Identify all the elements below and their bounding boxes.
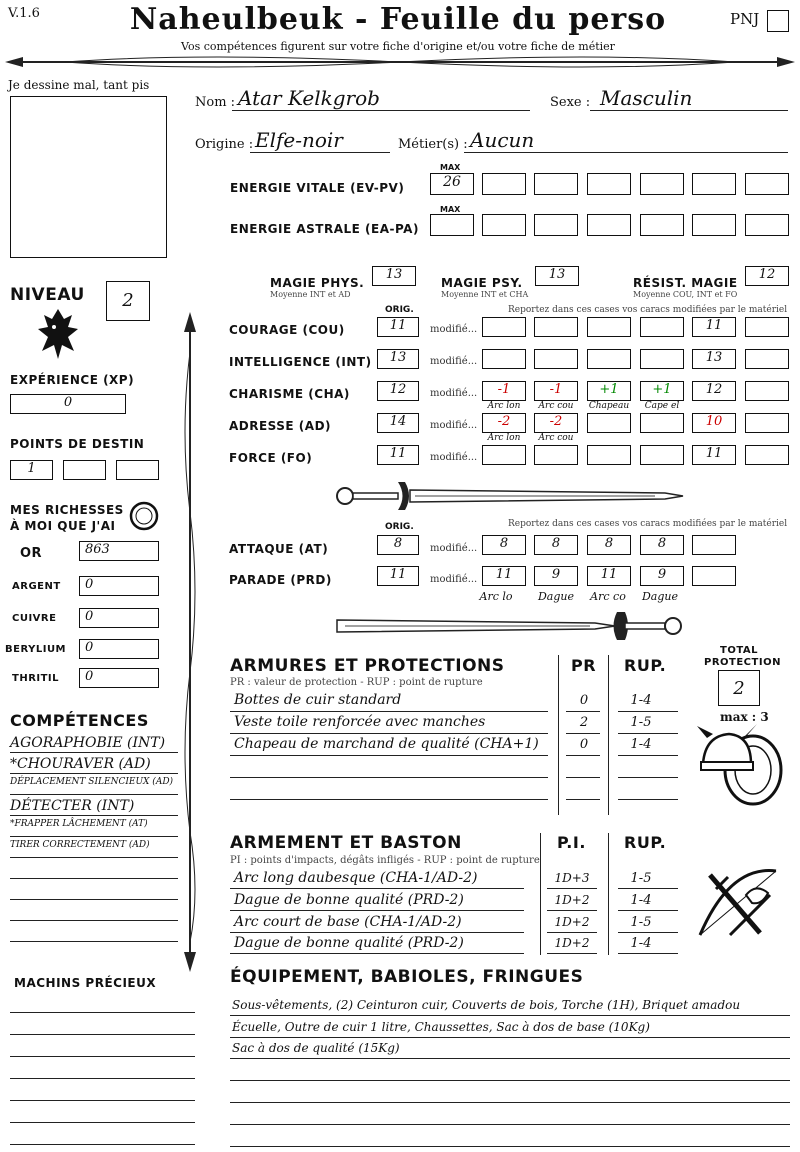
ev-box[interactable] (692, 173, 736, 195)
carac-mod-box[interactable] (482, 445, 526, 465)
arme-rup-line[interactable] (618, 910, 678, 911)
combat-weapon-note: Arc co (590, 590, 626, 603)
origine-label: Origine : (195, 137, 254, 152)
arme-line[interactable] (230, 953, 524, 954)
carac-orig-value: 14 (389, 414, 407, 429)
richesses-label-2: À MOI QUE J'AI (10, 519, 116, 533)
sexe-label: Sexe : (550, 95, 591, 110)
pnj-checkbox[interactable] (767, 10, 789, 32)
caracs-report-note: Reportez dans ces cases vos caracs modifiées par le matériel (508, 305, 788, 315)
equipement-text: Écuelle, Outre de cuir 1 litre, Chaussettes, Sac à dos de base (10Kg) (232, 1020, 650, 1034)
carac-mod-note: Arc cou (538, 433, 574, 443)
carac-mod-value: 11 (705, 446, 723, 461)
dragon-icon (32, 305, 84, 363)
origine-value[interactable]: Elfe-noir (255, 128, 343, 152)
money-value: 0 (85, 577, 94, 592)
portrait-box[interactable] (10, 96, 167, 258)
money-value: 863 (85, 542, 110, 557)
money-label: ARGENT (12, 581, 61, 592)
competence-line[interactable] (10, 878, 178, 879)
armement-title: ARMEMENT ET BASTON (230, 833, 462, 853)
coin-icon (128, 500, 160, 532)
carac-mod-box[interactable] (745, 381, 789, 401)
magie-psy-value: 13 (548, 267, 566, 282)
armure-pr-line[interactable] (566, 755, 600, 756)
ea-box[interactable] (745, 214, 789, 236)
competence-line[interactable] (10, 899, 178, 900)
carac-mod-value: -1 (497, 382, 511, 397)
equipement-line[interactable] (230, 1037, 790, 1038)
niveau-label: NIVEAU (10, 285, 85, 305)
carac-mod-value: +1 (652, 382, 672, 397)
carac-mod-value: -2 (497, 414, 511, 429)
armures-col-rup: RUP. (624, 656, 667, 675)
arme-pi: 1D+2 (554, 893, 590, 907)
magie-psy-note: Moyenne INT et CHA (441, 290, 529, 299)
carac-mod-box[interactable] (587, 349, 631, 369)
ea-box[interactable] (692, 214, 736, 236)
arme-name: Dague de bonne qualité (PRD-2) (234, 935, 464, 951)
armure-rup: 1-4 (630, 737, 652, 752)
nom-label: Nom : (195, 95, 236, 110)
caracs-orig-header: ORIG. (385, 305, 414, 315)
machins-line[interactable] (10, 1012, 195, 1013)
combat-modifie-label: modifié... (430, 574, 478, 585)
arme-rup-line[interactable] (618, 888, 678, 889)
carac-modifie-label: modifié... (430, 324, 478, 335)
carac-orig-value: 12 (389, 382, 407, 397)
ev-value: 26 (443, 174, 461, 190)
armure-line[interactable] (230, 799, 548, 800)
competence-line[interactable] (10, 941, 178, 942)
competence-text: *FRAPPER LÂCHEMENT (AT) (10, 819, 148, 829)
equipement-line[interactable] (230, 1146, 790, 1147)
armure-rup: 1-4 (630, 693, 652, 708)
machins-line[interactable] (10, 1034, 195, 1035)
combat-orig-header: ORIG. (385, 522, 414, 532)
carac-modifie-label: modifié... (430, 388, 478, 399)
magie-phys-label: MAGIE PHYS. (270, 276, 365, 290)
armure-pr-line[interactable] (566, 711, 600, 712)
carac-orig-value: 11 (389, 318, 407, 333)
carac-mod-value: 13 (705, 350, 723, 365)
combat-modifie-label: modifié... (430, 543, 478, 554)
competence-line[interactable] (10, 773, 178, 774)
equipement-line[interactable] (230, 1102, 790, 1103)
magie-phys-value: 13 (385, 267, 403, 282)
machins-line[interactable] (10, 1122, 195, 1123)
carac-mod-box[interactable] (640, 349, 684, 369)
total-protection-label-1: TOTAL (720, 645, 758, 656)
carac-mod-note: Chapeau (588, 401, 630, 411)
sword-icon (335, 608, 685, 644)
combat-mod-value: 9 (551, 567, 561, 582)
armure-pr: 0 (579, 737, 589, 752)
competence-line[interactable] (10, 815, 178, 816)
total-protection-value: 2 (733, 678, 745, 699)
ev-label: ENERGIE VITALE (EV-PV) (230, 181, 405, 195)
ea-box[interactable] (482, 214, 526, 236)
armure-line[interactable] (230, 777, 548, 778)
carac-mod-box[interactable] (534, 349, 578, 369)
armures-title: ARMURES ET PROTECTIONS (230, 656, 505, 676)
magie-phys-note: Moyenne INT et AD (270, 290, 351, 299)
armure-name: Bottes de cuir standard (234, 692, 402, 708)
armure-name: Veste toile renforcée avec manches (234, 714, 486, 730)
arme-name: Arc long daubesque (CHA-1/AD-2) (234, 870, 478, 886)
combat-mod-box[interactable] (692, 566, 736, 586)
weapons-icon (690, 855, 782, 945)
combat-mod-box[interactable] (692, 535, 736, 555)
ev-box[interactable] (745, 173, 789, 195)
carac-modifie-label: modifié... (430, 452, 478, 463)
arme-line[interactable] (230, 888, 524, 889)
combat-report-note: Reportez dans ces cases vos caracs modifiées par le matériel (508, 519, 788, 529)
arme-rup: 1-5 (630, 871, 652, 886)
sexe-value[interactable]: Masculin (600, 86, 693, 110)
resist-magie-label: RÉSIST. MAGIE (633, 276, 738, 290)
competence-line[interactable] (10, 794, 178, 795)
ea-box[interactable] (534, 214, 578, 236)
carac-mod-value: 11 (705, 318, 723, 333)
money-label: BERYLIUM (5, 644, 67, 655)
carac-mod-box[interactable] (640, 413, 684, 433)
armure-line[interactable] (230, 711, 548, 712)
helmet-shield-icon (695, 724, 785, 810)
carac-mod-box[interactable] (587, 317, 631, 337)
arme-line[interactable] (230, 932, 524, 933)
combat-mod-value: 11 (495, 567, 513, 582)
arme-pi: 1D+2 (554, 915, 590, 929)
metier-label: Métier(s) : (398, 137, 468, 152)
spear-icon (180, 312, 200, 972)
arme-line[interactable] (230, 910, 524, 911)
destin-label: POINTS DE DESTIN (10, 437, 145, 451)
combat-mod-value: 9 (657, 567, 667, 582)
carac-mod-note: Arc lon (487, 433, 521, 443)
armure-line[interactable] (230, 733, 548, 734)
resist-magie-note: Moyenne COU, INT et FO (633, 290, 738, 299)
carac-mod-box[interactable] (745, 413, 789, 433)
carac-mod-box[interactable] (482, 317, 526, 337)
arme-rup: 1-4 (630, 893, 652, 908)
destin-box-2[interactable] (63, 460, 106, 480)
arme-rup: 1-4 (630, 936, 652, 951)
armure-rup-line[interactable] (618, 799, 678, 800)
armure-rup-line[interactable] (618, 777, 678, 778)
armure-pr-line[interactable] (566, 777, 600, 778)
combat-label: PARADE (PRD) (229, 573, 332, 587)
arme-rup: 1-5 (630, 915, 652, 930)
carac-mod-box[interactable] (482, 349, 526, 369)
niveau-value: 2 (122, 290, 134, 311)
xp-value: 0 (63, 395, 73, 410)
carac-orig-value: 11 (389, 446, 407, 461)
combat-mod-value: 8 (499, 536, 509, 551)
equipement-line[interactable] (230, 1080, 790, 1081)
combat-orig-value: 11 (389, 567, 407, 582)
ea-box[interactable] (587, 214, 631, 236)
arme-name: Dague de bonne qualité (PRD-2) (234, 892, 464, 908)
carac-modifie-label: modifié... (430, 420, 478, 431)
carac-mod-box[interactable] (534, 317, 578, 337)
carac-mod-box[interactable] (745, 349, 789, 369)
equipement-line[interactable] (230, 1058, 790, 1059)
equipement-title: ÉQUIPEMENT, BABIOLES, FRINGUES (230, 967, 584, 987)
total-protection-max: max : 3 (720, 710, 769, 724)
combat-mod-value: 8 (657, 536, 667, 551)
ea-label: ENERGIE ASTRALE (EA-PA) (230, 222, 419, 236)
combat-mod-value: 8 (551, 536, 561, 551)
richesses-label-1: MES RICHESSES (10, 503, 124, 517)
combat-label: ATTAQUE (AT) (229, 542, 329, 556)
carac-mod-value: -2 (549, 414, 563, 429)
pnj-label: PNJ (730, 10, 760, 28)
money-value: 0 (85, 640, 94, 655)
carac-label: ADRESSE (AD) (229, 419, 332, 433)
ev-box[interactable] (587, 173, 631, 195)
arme-name: Arc court de base (CHA-1/AD-2) (234, 914, 462, 930)
header-spear-icon (5, 52, 795, 72)
competence-text: DÉTECTER (INT) (10, 798, 135, 814)
arme-pi: 1D+2 (554, 936, 590, 950)
combat-weapon-note: Dague (537, 590, 574, 603)
carac-mod-value: +1 (599, 382, 619, 397)
combat-weapon-note: Dague (641, 590, 678, 603)
armure-pr-line[interactable] (566, 799, 600, 800)
equipement-line[interactable] (230, 1124, 790, 1125)
carac-mod-value: -1 (549, 382, 563, 397)
arme-pi-line[interactable] (547, 932, 597, 933)
ea-box[interactable] (640, 214, 684, 236)
armures-note: PR : valeur de protection - RUP : point de rupture (230, 677, 483, 688)
carac-label: FORCE (FO) (229, 451, 313, 465)
combat-orig-value: 8 (393, 536, 403, 551)
equipement-line[interactable] (230, 1015, 790, 1016)
destin-value-1: 1 (27, 461, 36, 476)
money-label: OR (20, 546, 43, 561)
sheet-subtitle: Vos compétences figurent sur votre fiche d'origine et/ou votre fiche de métier (181, 40, 615, 53)
arme-pi-line[interactable] (547, 910, 597, 911)
armure-line[interactable] (230, 755, 548, 756)
carac-mod-box[interactable] (587, 445, 631, 465)
carac-label: CHARISME (CHA) (229, 387, 350, 401)
armure-pr-line[interactable] (566, 733, 600, 734)
armement-col-pi: P.I. (557, 833, 586, 852)
carac-modifie-label: modifié... (430, 356, 478, 367)
carac-mod-box[interactable] (534, 445, 578, 465)
competence-line[interactable] (10, 752, 178, 753)
money-label: THRITIL (12, 673, 60, 684)
armure-pr: 2 (579, 715, 589, 730)
carac-orig-value: 13 (389, 350, 407, 365)
carac-mod-box[interactable] (640, 317, 684, 337)
resist-magie-value: 12 (758, 267, 776, 282)
competence-text: DÉPLACEMENT SILENCIEUX (AD) (10, 777, 174, 787)
sword-icon (335, 478, 685, 514)
carac-mod-note: Arc lon (487, 401, 521, 411)
armement-col-rup: RUP. (624, 833, 667, 852)
competence-text: *CHOURAVER (AD) (10, 756, 151, 772)
ev-box[interactable] (534, 173, 578, 195)
armure-rup-line[interactable] (618, 755, 678, 756)
sheet-title: Naheulbeuk - Feuille du perso (129, 2, 667, 37)
nom-value[interactable]: Atar Kelkgrob (238, 86, 380, 110)
xp-label: EXPÉRIENCE (XP) (10, 373, 135, 387)
machins-line[interactable] (10, 1078, 195, 1079)
armure-rup-line[interactable] (618, 711, 678, 712)
combat-weapon-note: Arc lo (479, 590, 513, 603)
carac-label: COURAGE (COU) (229, 323, 345, 337)
metier-value[interactable]: Aucun (470, 128, 535, 152)
armure-rup: 1-5 (630, 715, 652, 730)
competence-line[interactable] (10, 857, 178, 858)
equipement-text: Sac à dos de qualité (15Kg) (232, 1041, 400, 1055)
equipement-text: Sous-vêtements, (2) Ceinturon cuir, Couverts de bois, Torche (1H), Briquet amadou (232, 998, 741, 1012)
carac-mod-box[interactable] (745, 317, 789, 337)
carac-mod-value: 10 (705, 414, 723, 429)
machins-line[interactable] (10, 1056, 195, 1057)
armures-col-pr: PR (571, 656, 597, 675)
machins-line[interactable] (10, 1144, 195, 1145)
version-label: V.1.6 (8, 6, 40, 21)
carac-mod-note: Arc cou (538, 401, 574, 411)
competence-text: TIRER CORRECTEMENT (AD) (10, 840, 150, 850)
combat-mod-value: 8 (604, 536, 614, 551)
competence-text: AGORAPHOBIE (INT) (10, 735, 166, 751)
combat-mod-value: 11 (600, 567, 618, 582)
magie-psy-label: MAGIE PSY. (441, 276, 523, 290)
carac-mod-box[interactable] (640, 445, 684, 465)
ev-box[interactable] (482, 173, 526, 195)
machins-line[interactable] (10, 1100, 195, 1101)
arme-pi-line[interactable] (547, 953, 597, 954)
portrait-caption: Je dessine mal, tant pis (8, 78, 150, 92)
money-value: 0 (85, 669, 94, 684)
armure-rup-line[interactable] (618, 733, 678, 734)
carac-mod-box[interactable] (587, 413, 631, 433)
armure-pr: 0 (579, 693, 589, 708)
competences-label: COMPÉTENCES (10, 711, 149, 730)
competence-line[interactable] (10, 920, 178, 921)
destin-box-3[interactable] (116, 460, 159, 480)
ev-max-label: MAX (440, 163, 461, 172)
armure-name: Chapeau de marchand de qualité (CHA+1) (234, 736, 539, 752)
arme-pi: 1D+3 (554, 871, 590, 885)
ea-max-label: MAX (440, 205, 461, 214)
ev-box[interactable] (640, 173, 684, 195)
carac-mod-box[interactable] (745, 445, 789, 465)
arme-rup-line[interactable] (618, 932, 678, 933)
competence-line[interactable] (10, 836, 178, 837)
money-value: 0 (85, 609, 94, 624)
carac-label: INTELLIGENCE (INT) (229, 355, 372, 369)
arme-rup-line[interactable] (618, 953, 678, 954)
carac-mod-note: Cape el (644, 401, 680, 411)
armement-note: PI : points d'impacts, dégâts infligés - RUP : point de rupture (230, 855, 540, 866)
ea-box-max[interactable] (430, 214, 474, 236)
machins-label: MACHINS PRÉCIEUX (14, 976, 157, 990)
arme-pi-line[interactable] (547, 888, 597, 889)
total-protection-label-2: PROTECTION (704, 657, 781, 668)
money-label: CUIVRE (12, 613, 57, 624)
carac-mod-value: 12 (705, 382, 723, 397)
